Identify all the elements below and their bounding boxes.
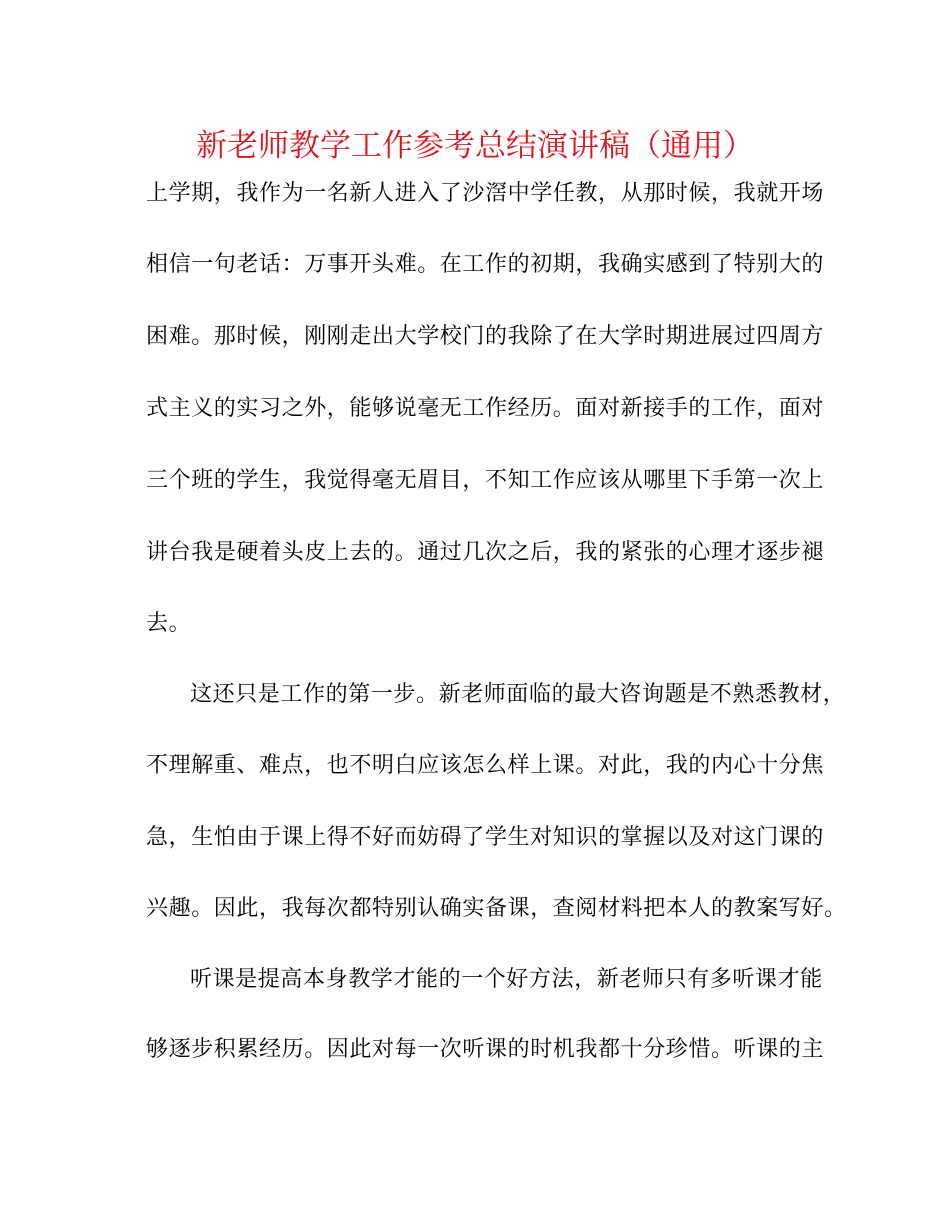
paragraph-line: 困难。那时候，刚刚走出大学校门的我除了在大学时期进展过四周方 xyxy=(146,324,825,349)
paragraph-line: 去。 xyxy=(146,611,192,636)
paragraph-line: 三个班的学生，我觉得毫无眉目，不知工作应该从哪里下手第一次上 xyxy=(146,468,825,493)
paragraph-line: 相信一句老话：万事开头难。在工作的初期，我确实感到了特别大的 xyxy=(146,252,825,277)
paragraph-line: 急，生怕由于课上得不好而妨碍了学生对知识的掌握以及对这门课的 xyxy=(146,825,825,850)
paragraph-line: 这还只是工作的第一步。新老师面临的最大咨询题是不熟悉教材， xyxy=(190,682,846,707)
paragraph-line: 听课是提高本身教学才能的一个好方法，新老师只有多听课才能 xyxy=(190,967,823,992)
paragraph-line: 兴趣。因此，我每次都特别认确实备课，查阅材料把本人的教案写好。 xyxy=(146,896,847,921)
paragraph-line: 不理解重、难点，也不明白应该怎么样上课。对此，我的内心十分焦 xyxy=(146,753,825,778)
paragraph-line: 够逐步积累经历。因此对每一次听课的时机我都十分珍惜。听课的主 xyxy=(146,1037,825,1062)
paragraph-line: 上学期，我作为一名新人进入了沙滘中学任教，从那时候，我就开场 xyxy=(146,181,825,206)
paragraph-line: 讲台我是硬着头皮上去的。通过几次之后，我的紧张的心理才逐步褪 xyxy=(146,540,825,565)
paragraph-line: 式主义的实习之外，能够说毫无工作经历。面对新接手的工作，面对 xyxy=(146,396,825,421)
document-title: 新老师教学工作参考总结演讲稿（通用） xyxy=(196,128,754,164)
